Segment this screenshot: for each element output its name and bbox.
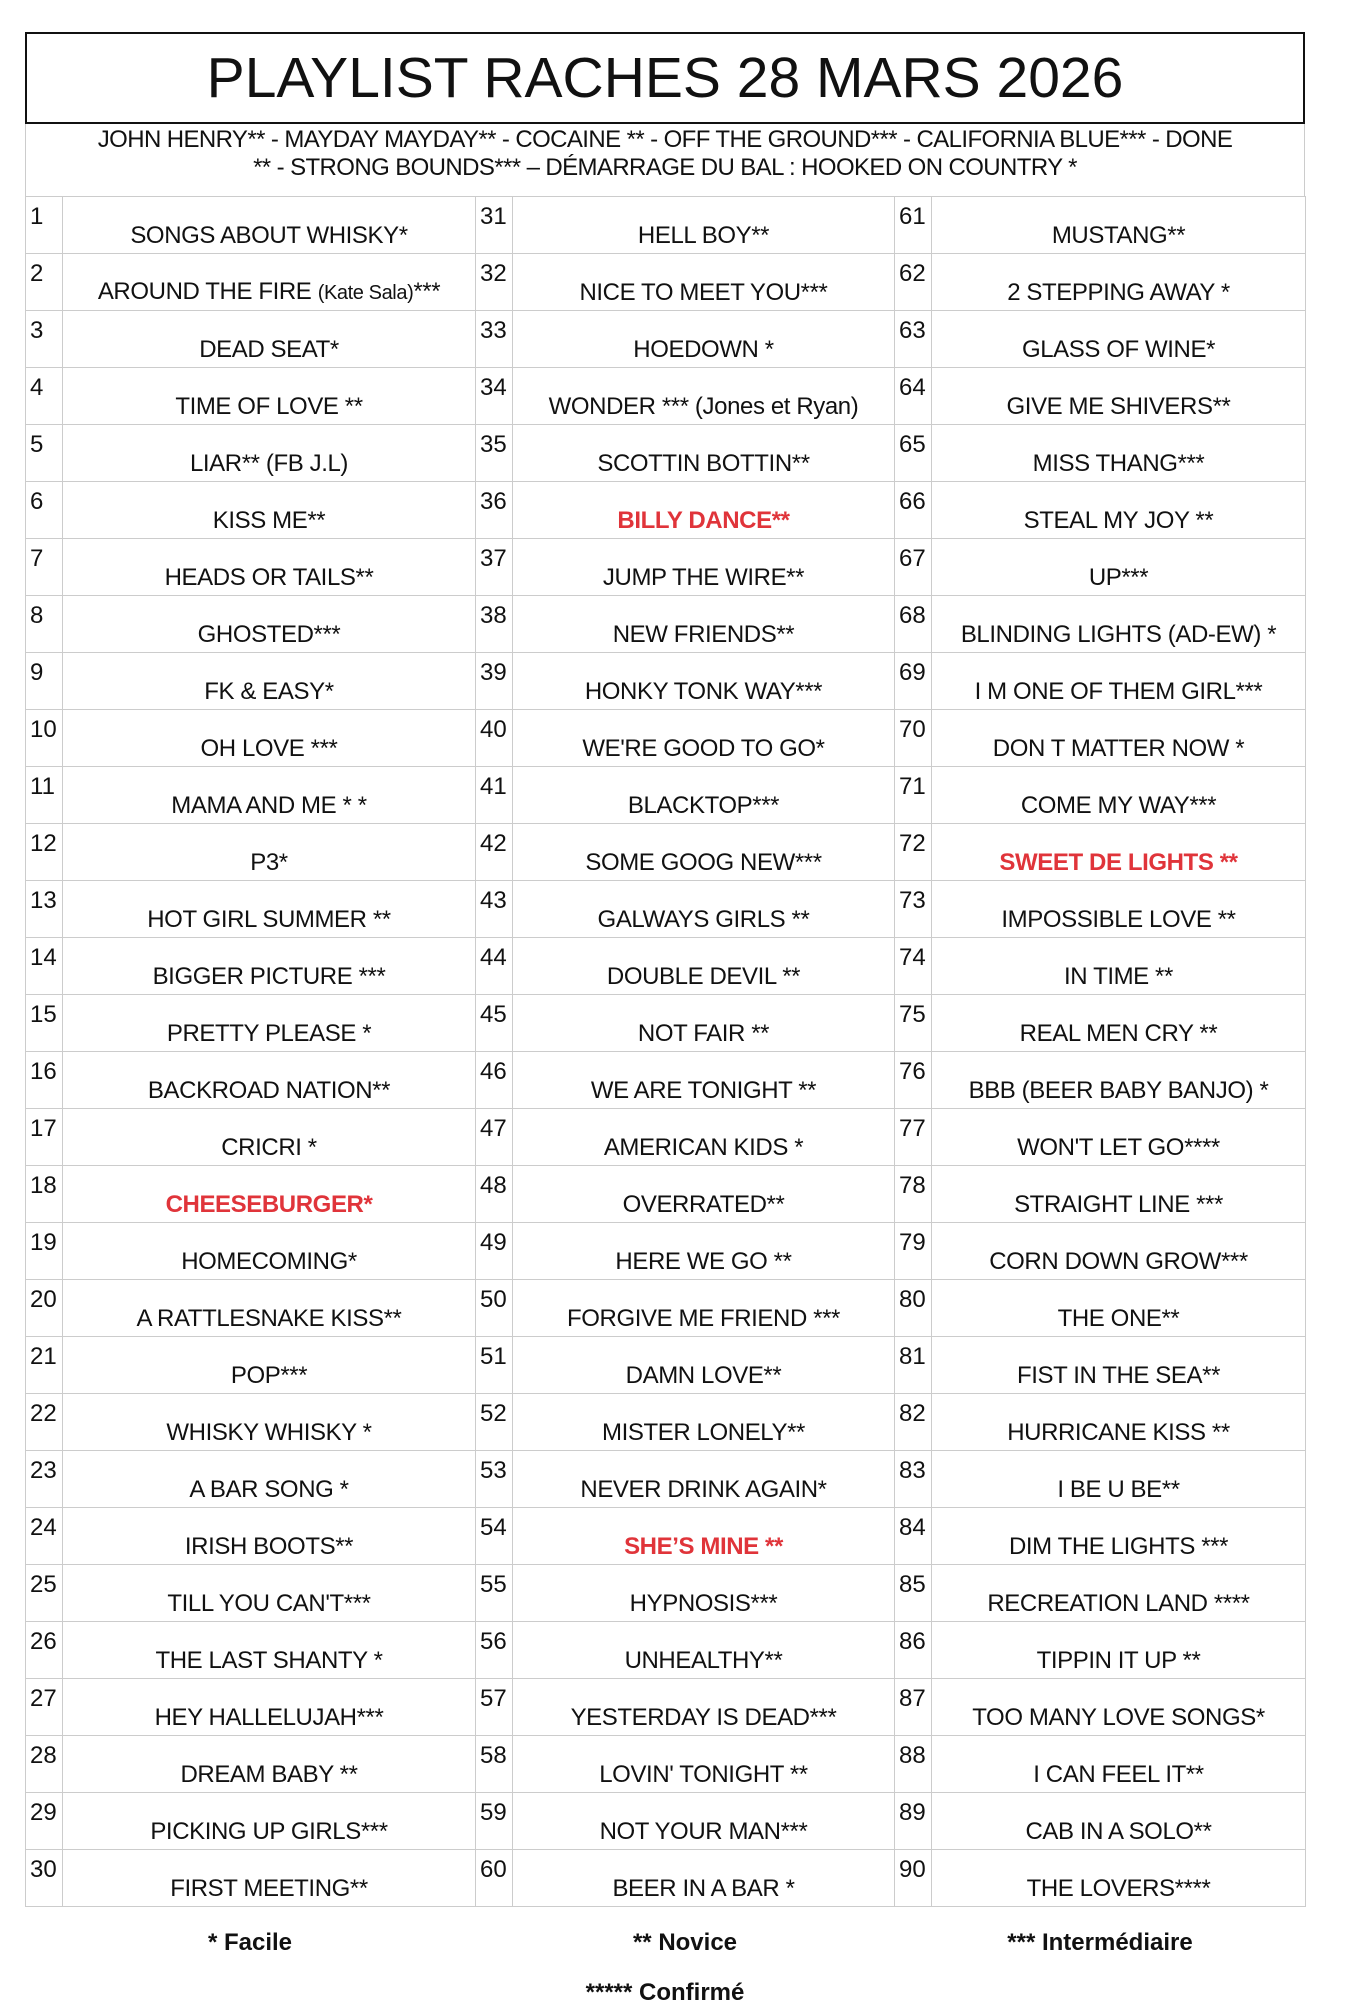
song-number: 32 [476, 254, 513, 311]
song-title: HURRICANE KISS ** [932, 1394, 1306, 1451]
song-title: PRETTY PLEASE * [63, 995, 476, 1052]
song-title: A RATTLESNAKE KISS** [63, 1280, 476, 1337]
song-number: 50 [476, 1280, 513, 1337]
song-number: 21 [26, 1337, 63, 1394]
song-number: 51 [476, 1337, 513, 1394]
song-title: CORN DOWN GROW*** [932, 1223, 1306, 1280]
song-number: 63 [895, 311, 932, 368]
legend-intermediate: *** Intermédiaire [1007, 1929, 1193, 1956]
table-row [26, 1223, 1306, 1280]
song-number: 20 [26, 1280, 63, 1337]
song-title: HOT GIRL SUMMER ** [63, 881, 476, 938]
song-number: 66 [895, 482, 932, 539]
song-title: SONGS ABOUT WHISKY* [63, 197, 476, 254]
song-number: 8 [26, 596, 63, 653]
table-row [26, 824, 1306, 881]
song-number: 85 [895, 1565, 932, 1622]
song-number: 81 [895, 1337, 932, 1394]
song-number: 5 [26, 425, 63, 482]
song-number: 46 [476, 1052, 513, 1109]
song-title: DON T MATTER NOW * [932, 710, 1306, 767]
table-row [26, 425, 1306, 482]
song-title: OH LOVE *** [63, 710, 476, 767]
song-number: 16 [26, 1052, 63, 1109]
page-wrapper [25, 32, 1305, 2007]
table-row [26, 368, 1306, 425]
song-number: 60 [476, 1850, 513, 1907]
table-row [26, 710, 1306, 767]
song-title: MAMA AND ME * * [63, 767, 476, 824]
song-number: 57 [476, 1679, 513, 1736]
song-number: 15 [26, 995, 63, 1052]
song-title: 2 STEPPING AWAY * [932, 254, 1306, 311]
song-title: GLASS OF WINE* [932, 311, 1306, 368]
song-number: 56 [476, 1622, 513, 1679]
song-title: HONKY TONK WAY*** [513, 653, 895, 710]
song-number: 26 [26, 1622, 63, 1679]
song-number: 58 [476, 1736, 513, 1793]
song-number: 73 [895, 881, 932, 938]
table-row [26, 197, 1306, 254]
table-row [26, 254, 1306, 311]
song-number: 86 [895, 1622, 932, 1679]
opening-dances-line-1: JOHN HENRY** - MAYDAY MAYDAY** - COCAINE ** - OFF THE GROUND*** - CALIFORNIA BLUE*** - DONE [97, 126, 1233, 153]
song-title: HOEDOWN * [513, 311, 895, 368]
song-number: 4 [26, 368, 63, 425]
song-title: IN TIME ** [932, 938, 1306, 995]
song-number: 10 [26, 710, 63, 767]
table-row [26, 596, 1306, 653]
song-title: REAL MEN CRY ** [932, 995, 1306, 1052]
song-title: POP*** [63, 1337, 476, 1394]
table-row [26, 1451, 1306, 1508]
song-title: STEAL MY JOY ** [932, 482, 1306, 539]
table-row [26, 1622, 1306, 1679]
song-title: IRISH BOOTS** [63, 1508, 476, 1565]
song-title: GALWAYS GIRLS ** [513, 881, 895, 938]
song-title: MISS THANG*** [932, 425, 1306, 482]
song-title: SOME GOOG NEW*** [513, 824, 895, 881]
song-number: 37 [476, 539, 513, 596]
song-number: 76 [895, 1052, 932, 1109]
song-title: DEAD SEAT* [63, 311, 476, 368]
song-title: I CAN FEEL IT** [932, 1736, 1306, 1793]
song-title: FIRST MEETING** [63, 1850, 476, 1907]
song-title: FIST IN THE SEA** [932, 1337, 1306, 1394]
song-title: HEY HALLELUJAH*** [63, 1679, 476, 1736]
song-title: COME MY WAY*** [932, 767, 1306, 824]
song-title: WE ARE TONIGHT ** [513, 1052, 895, 1109]
song-number: 42 [476, 824, 513, 881]
song-title: THE LOVERS**** [932, 1850, 1306, 1907]
song-title: PICKING UP GIRLS*** [63, 1793, 476, 1850]
song-number: 64 [895, 368, 932, 425]
song-title: JUMP THE WIRE** [513, 539, 895, 596]
playlist-table [25, 196, 1306, 1907]
song-title: RECREATION LAND **** [932, 1565, 1306, 1622]
song-number: 39 [476, 653, 513, 710]
song-title: HOMECOMING* [63, 1223, 476, 1280]
song-number: 35 [476, 425, 513, 482]
song-title: NOT YOUR MAN*** [513, 1793, 895, 1850]
title-box [25, 32, 1305, 124]
song-title: THE LAST SHANTY * [63, 1622, 476, 1679]
song-title: WHISKY WHISKY * [63, 1394, 476, 1451]
song-title: DOUBLE DEVIL ** [513, 938, 895, 995]
song-number: 3 [26, 311, 63, 368]
song-number: 90 [895, 1850, 932, 1907]
song-number: 89 [895, 1793, 932, 1850]
song-title-highlighted: CHEESEBURGER* [63, 1166, 476, 1223]
song-number: 80 [895, 1280, 932, 1337]
song-number: 31 [476, 197, 513, 254]
table-row [26, 1679, 1306, 1736]
table-row [26, 1793, 1306, 1850]
song-number: 82 [895, 1394, 932, 1451]
song-number: 28 [26, 1736, 63, 1793]
song-level: *** [413, 278, 441, 305]
song-title: CAB IN A SOLO** [932, 1793, 1306, 1850]
song-title [63, 254, 476, 311]
song-title-text: AROUND THE FIRE [97, 278, 312, 305]
song-title: NEVER DRINK AGAIN* [513, 1451, 895, 1508]
song-title: BLACKTOP*** [513, 767, 895, 824]
song-number: 83 [895, 1451, 932, 1508]
song-title: NOT FAIR ** [513, 995, 895, 1052]
song-title: NEW FRIENDS** [513, 596, 895, 653]
song-title: WON'T LET GO**** [932, 1109, 1306, 1166]
song-number: 38 [476, 596, 513, 653]
song-number: 6 [26, 482, 63, 539]
song-number: 36 [476, 482, 513, 539]
song-number: 2 [26, 254, 63, 311]
song-title-highlighted: SHE’S MINE ** [513, 1508, 895, 1565]
song-title: MISTER LONELY** [513, 1394, 895, 1451]
song-number: 11 [26, 767, 63, 824]
opening-dances [25, 124, 1305, 196]
song-number: 68 [895, 596, 932, 653]
song-number: 25 [26, 1565, 63, 1622]
song-title: TOO MANY LOVE SONGS* [932, 1679, 1306, 1736]
song-number: 24 [26, 1508, 63, 1565]
song-number: 71 [895, 767, 932, 824]
song-number: 65 [895, 425, 932, 482]
song-number: 78 [895, 1166, 932, 1223]
song-title: LOVIN' TONIGHT ** [513, 1736, 895, 1793]
song-title: LIAR** (FB J.L) [63, 425, 476, 482]
song-number: 47 [476, 1109, 513, 1166]
table-row [26, 938, 1306, 995]
song-title: HEADS OR TAILS** [63, 539, 476, 596]
table-row [26, 1508, 1306, 1565]
song-title: NICE TO MEET YOU*** [513, 254, 895, 311]
song-title: HERE WE GO ** [513, 1223, 895, 1280]
song-number: 62 [895, 254, 932, 311]
song-number: 23 [26, 1451, 63, 1508]
song-title: A BAR SONG * [63, 1451, 476, 1508]
song-title: BLINDING LIGHTS (AD-EW) * [932, 596, 1306, 653]
song-title: WE'RE GOOD TO GO* [513, 710, 895, 767]
song-title: GIVE ME SHIVERS** [932, 368, 1306, 425]
legend-row [25, 1929, 1305, 1957]
song-number: 40 [476, 710, 513, 767]
song-number: 27 [26, 1679, 63, 1736]
song-number: 52 [476, 1394, 513, 1451]
song-title: BEER IN A BAR * [513, 1850, 895, 1907]
song-number: 59 [476, 1793, 513, 1850]
song-number: 18 [26, 1166, 63, 1223]
song-title: I M ONE OF THEM GIRL*** [932, 653, 1306, 710]
song-number: 22 [26, 1394, 63, 1451]
song-number: 41 [476, 767, 513, 824]
song-number: 74 [895, 938, 932, 995]
song-title: P3* [63, 824, 476, 881]
song-title: BACKROAD NATION** [63, 1052, 476, 1109]
legend-novice: ** Novice [632, 1929, 738, 1956]
song-title: BBB (BEER BABY BANJO) * [932, 1052, 1306, 1109]
table-row [26, 482, 1306, 539]
song-title: CRICRI * [63, 1109, 476, 1166]
song-number: 33 [476, 311, 513, 368]
song-title: TIME OF LOVE ** [63, 368, 476, 425]
table-row [26, 1166, 1306, 1223]
legend-easy: * Facile [207, 1929, 293, 1956]
song-number: 48 [476, 1166, 513, 1223]
song-number: 49 [476, 1223, 513, 1280]
song-number: 17 [26, 1109, 63, 1166]
song-title: FORGIVE ME FRIEND *** [513, 1280, 895, 1337]
legend-confirmed: ***** Confirmé [585, 1979, 745, 2006]
song-title-highlighted: BILLY DANCE** [513, 482, 895, 539]
song-title: YESTERDAY IS DEAD*** [513, 1679, 895, 1736]
song-number: 72 [895, 824, 932, 881]
song-number: 70 [895, 710, 932, 767]
song-number: 55 [476, 1565, 513, 1622]
song-number: 75 [895, 995, 932, 1052]
song-number: 79 [895, 1223, 932, 1280]
table-row [26, 1736, 1306, 1793]
song-title: DAMN LOVE** [513, 1337, 895, 1394]
song-number: 53 [476, 1451, 513, 1508]
song-number: 88 [895, 1736, 932, 1793]
song-title: TILL YOU CAN'T*** [63, 1565, 476, 1622]
song-number: 54 [476, 1508, 513, 1565]
table-row [26, 1850, 1306, 1907]
song-title: UNHEALTHY** [513, 1622, 895, 1679]
song-title: GHOSTED*** [63, 596, 476, 653]
song-title: UP*** [932, 539, 1306, 596]
song-title: I BE U BE** [932, 1451, 1306, 1508]
song-number: 19 [26, 1223, 63, 1280]
song-number: 45 [476, 995, 513, 1052]
song-title: BIGGER PICTURE *** [63, 938, 476, 995]
table-row [26, 311, 1306, 368]
song-title: WONDER *** (Jones et Ryan) [513, 368, 895, 425]
song-title: OVERRATED** [513, 1166, 895, 1223]
table-row [26, 995, 1306, 1052]
song-title: HYPNOSIS*** [513, 1565, 895, 1622]
song-title: KISS ME** [63, 482, 476, 539]
song-number: 77 [895, 1109, 932, 1166]
song-number: 9 [26, 653, 63, 710]
table-row [26, 1337, 1306, 1394]
table-row [26, 767, 1306, 824]
song-title: IMPOSSIBLE LOVE ** [932, 881, 1306, 938]
page-title: PLAYLIST RACHES 28 MARS 2026 [206, 46, 1124, 110]
table-row [26, 1565, 1306, 1622]
song-title: FK & EASY* [63, 653, 476, 710]
table-row [26, 1280, 1306, 1337]
song-title: HELL BOY** [513, 197, 895, 254]
song-number: 69 [895, 653, 932, 710]
table-row [26, 539, 1306, 596]
table-row [26, 881, 1306, 938]
table-row [26, 653, 1306, 710]
song-title: AMERICAN KIDS * [513, 1109, 895, 1166]
song-number: 30 [26, 1850, 63, 1907]
song-number: 29 [26, 1793, 63, 1850]
song-title: TIPPIN IT UP ** [932, 1622, 1306, 1679]
song-title: STRAIGHT LINE *** [932, 1166, 1306, 1223]
song-number: 61 [895, 197, 932, 254]
song-number: 1 [26, 197, 63, 254]
song-number: 34 [476, 368, 513, 425]
song-number: 7 [26, 539, 63, 596]
song-title-highlighted: SWEET DE LIGHTS ** [932, 824, 1306, 881]
song-title: THE ONE** [932, 1280, 1306, 1337]
table-row [26, 1109, 1306, 1166]
table-row [26, 1052, 1306, 1109]
song-note: (Kate Sala) [317, 282, 414, 304]
song-number: 43 [476, 881, 513, 938]
song-number: 67 [895, 539, 932, 596]
table-row [26, 1394, 1306, 1451]
song-number: 13 [26, 881, 63, 938]
song-number: 84 [895, 1508, 932, 1565]
song-title: MUSTANG** [932, 197, 1306, 254]
song-title: DREAM BABY ** [63, 1736, 476, 1793]
song-title: DIM THE LIGHTS *** [932, 1508, 1306, 1565]
song-number: 12 [26, 824, 63, 881]
opening-dances-line-2: ** - STRONG BOUNDS*** – DÉMARRAGE DU BAL : HOOKED ON COUNTRY * [253, 154, 1077, 181]
song-number: 44 [476, 938, 513, 995]
song-number: 87 [895, 1679, 932, 1736]
song-number: 14 [26, 938, 63, 995]
song-title: SCOTTIN BOTTIN** [513, 425, 895, 482]
